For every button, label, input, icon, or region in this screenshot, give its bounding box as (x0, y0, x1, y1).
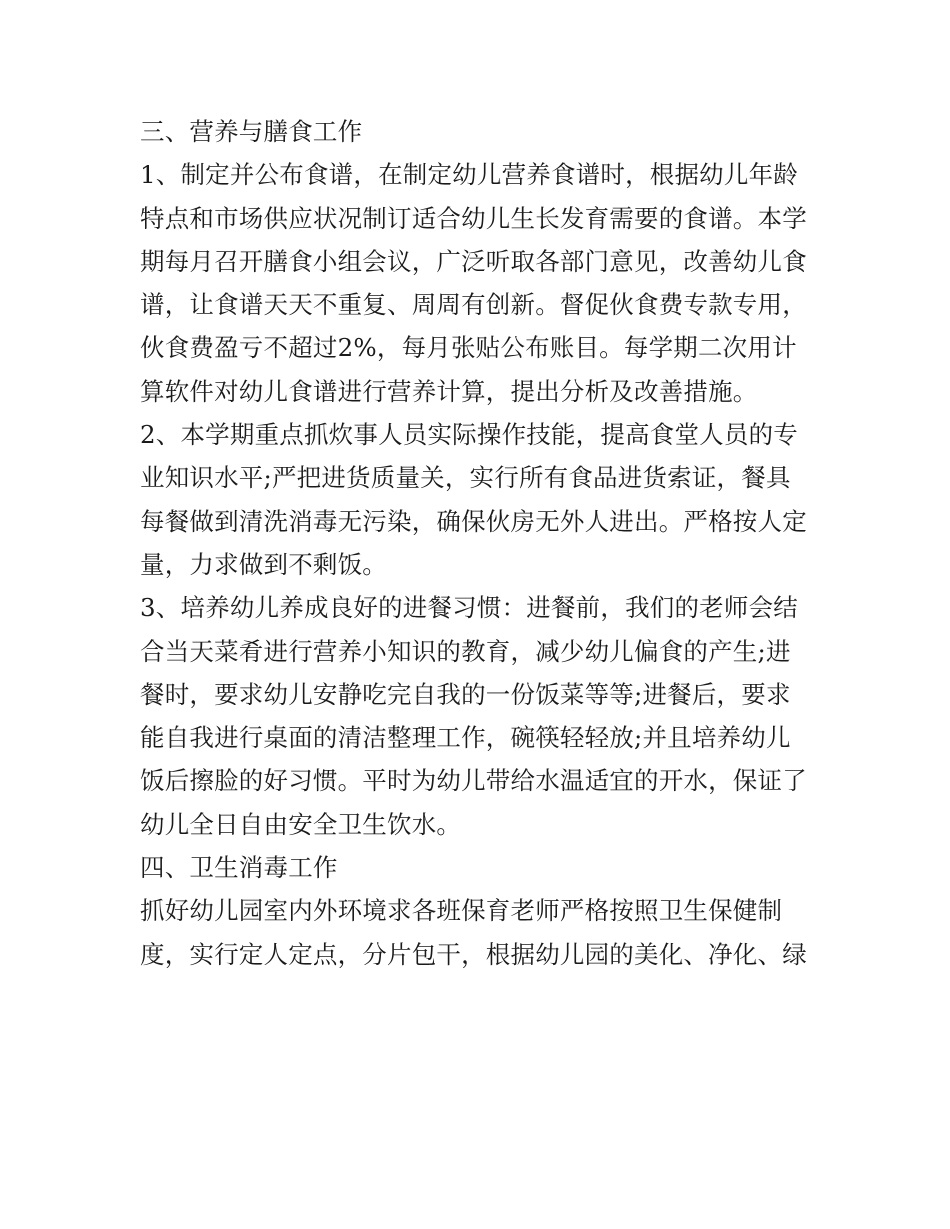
document-body (140, 110, 820, 976)
text-line: 3、培养幼儿养成良好的进餐习惯：进餐前，我们的老师会结 (140, 593, 798, 623)
text-line: 饭后擦脸的好习惯。平时为幼儿带给水温适宜的开水，保证了 (140, 766, 807, 796)
text-line: 量，力求做到不剩饭。 (140, 549, 387, 579)
text-line: 幼儿全日自由安全卫生饮水。 (140, 809, 462, 839)
text-line: 合当天菜肴进行营养小知识的教育，减少幼儿偏食的产生;进 (140, 636, 791, 666)
text-line: 特点和市场供应状况制订适合幼儿生长发育需要的食谱。本学 (140, 203, 807, 233)
text-line: 能自我进行桌面的清洁整理工作，碗筷轻轻放;并且培养幼儿 (140, 723, 791, 753)
section-heading-hygiene: 四、卫生消毒工作 (140, 853, 338, 883)
text-line: 抓好幼儿园室内外环境求各班保育老师严格按照卫生保健制 (140, 896, 783, 926)
text-line: 2、本学期重点抓炊事人员实际操作技能，提高食堂人员的专 (140, 420, 798, 450)
text-line: 伙食费盈亏不超过2%，每月张贴公布账目。每学期二次用计 (140, 333, 797, 363)
text-line: 每餐做到清洗消毒无污染，确保伙房无外人进出。严格按人定 (140, 506, 807, 536)
section-heading-nutrition: 三、营养与膳食工作 (140, 117, 363, 146)
text-line: 业知识水平;严把进货质量关，实行所有食品进货索证，餐具 (140, 463, 791, 493)
text-line: 算软件对幼儿食谱进行营养计算，提出分析及改善措施。 (140, 376, 758, 406)
text-line: 期每月召开膳食小组会议，广泛听取各部门意见，改善幼儿食 (140, 246, 807, 276)
text-line: 1、制定并公布食谱，在制定幼儿营养食谱时，根据幼儿年龄 (140, 160, 798, 190)
text-line: 度，实行定人定点，分片包干，根据幼儿园的美化、净化、绿 (140, 939, 807, 969)
text-line: 餐时，要求幼儿安静吃完自我的一份饭菜等等;进餐后，要求 (140, 679, 791, 709)
text-line: 谱，让食谱天天不重复、周周有创新。督促伙食费专款专用， (140, 290, 807, 320)
